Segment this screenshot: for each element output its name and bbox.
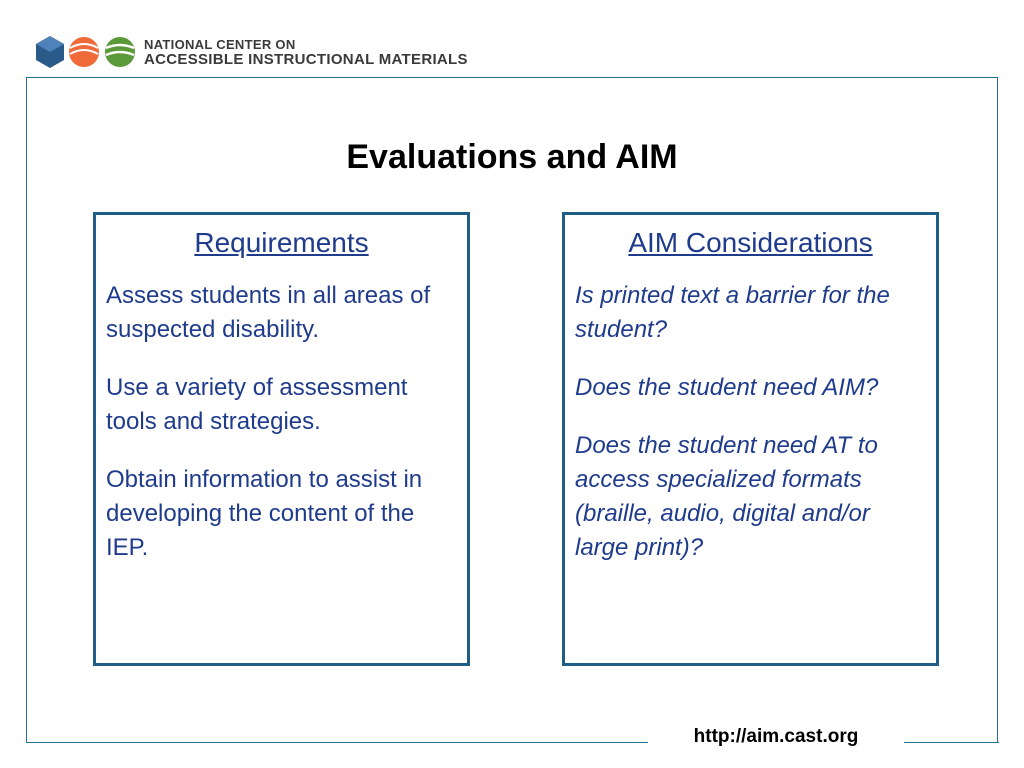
frame-bottom-rule-left: [26, 742, 648, 743]
consideration-item: Does the student need AT to access specialized formats (braille, audio, digital and/or large print)?: [575, 432, 878, 561]
logo-line-1: NATIONAL CENTER ON: [144, 37, 296, 52]
requirement-item: Obtain information to assist in developing the content of the IEP.: [106, 466, 423, 561]
requirements-list: [96, 279, 467, 565]
requirement-item: Assess students in all areas of suspected disability.: [106, 282, 431, 343]
consideration-item: Is printed text a barrier for the student?: [575, 282, 890, 343]
aim-considerations-card: [562, 212, 939, 666]
footer-url: http://aim.cast.org: [693, 726, 859, 747]
aim-considerations-list: [565, 279, 936, 565]
logo-text: [144, 37, 468, 67]
aim-logo-icon: [34, 34, 138, 70]
requirement-item: Use a variety of assessment tools and strategies.: [106, 374, 408, 435]
requirements-card: [93, 212, 470, 666]
requirements-heading: Requirements: [194, 227, 369, 258]
consideration-item: Does the student need AIM?: [575, 374, 879, 401]
aim-logo: [34, 34, 534, 70]
frame-bottom-rule-right: [904, 742, 999, 743]
aim-considerations-heading: AIM Considerations: [628, 227, 873, 258]
slide-title: Evaluations and AIM: [346, 138, 678, 176]
logo-line-2: ACCESSIBLE INSTRUCTIONAL MATERIALS: [144, 51, 468, 68]
